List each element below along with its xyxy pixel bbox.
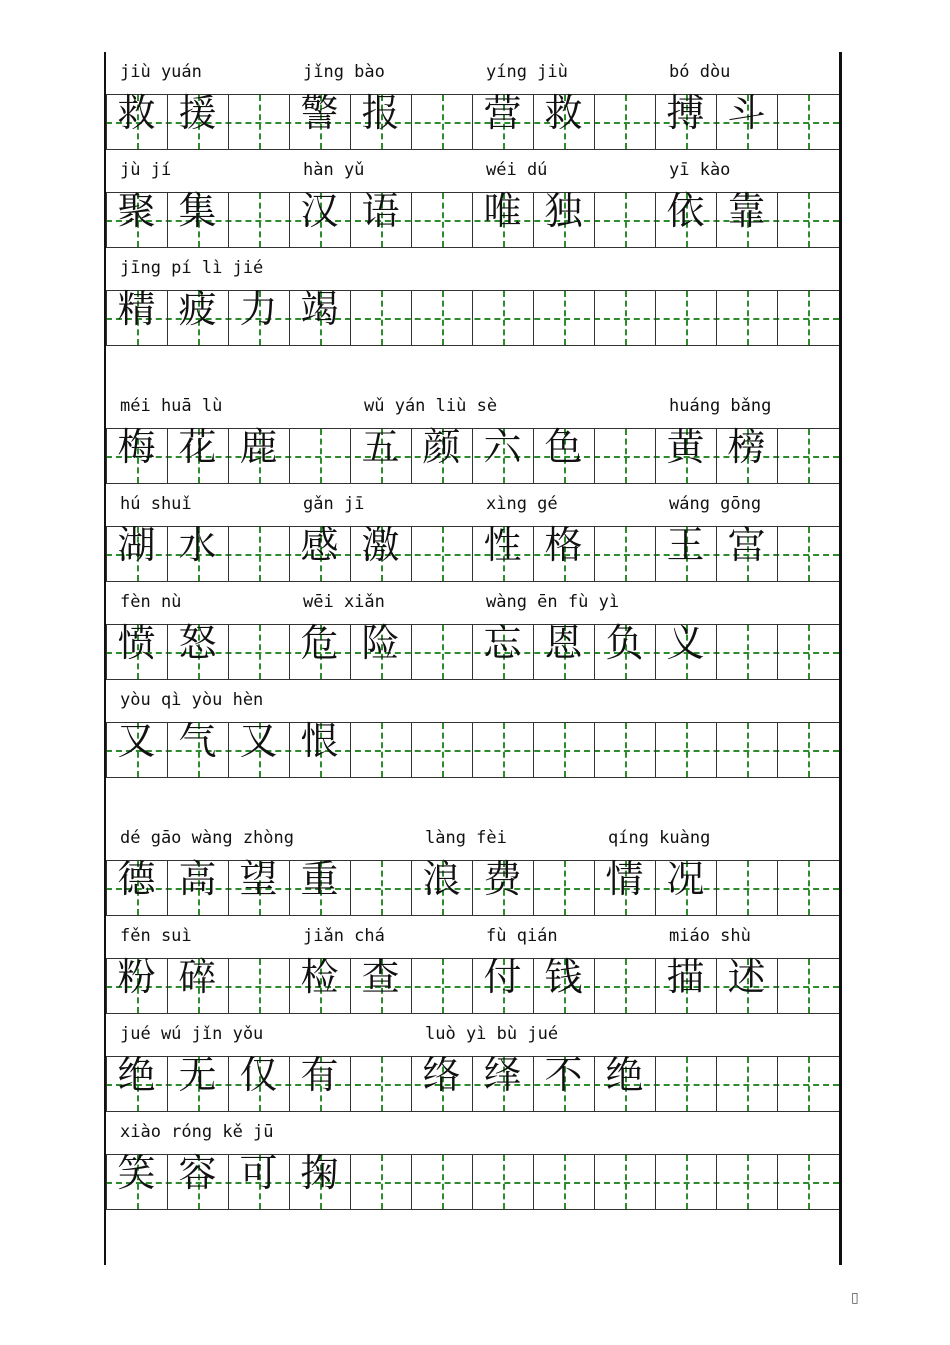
grid-cell[interactable] [594,193,655,247]
practice-row [106,386,839,484]
hanzi-character: 鹿 [239,425,278,469]
hanzi-character: 聚 [117,189,156,233]
hanzi-character: 绝 [117,1053,156,1097]
hanzi-character: 愤 [117,621,156,665]
pinyin-label: jiǎn chá [303,926,385,946]
hanzi-character: 格 [544,523,583,567]
pinyin-label: méi huā lù [120,396,223,416]
hanzi-character: 义 [666,621,705,665]
grid-cell[interactable] [594,1155,655,1209]
hanzi-character: 汉 [300,189,339,233]
grid-cell[interactable] [594,95,655,149]
hanzi-character: 精 [117,287,156,331]
hanzi-character: 疲 [178,287,217,331]
grid-cell[interactable] [472,291,533,345]
pinyin-label: yíng jiù [486,62,568,82]
grid-cell[interactable] [533,723,594,777]
pinyin-label: miáo shù [669,926,751,946]
hanzi-character: 粉 [117,955,156,999]
grid-cell[interactable] [716,1155,777,1209]
hanzi-character: 重 [300,857,339,901]
hanzi-character: 无 [178,1053,217,1097]
hanzi-character: 恩 [544,621,583,665]
grid-cell[interactable] [472,723,533,777]
pinyin-label: fù qián [486,926,558,946]
practice-row [106,916,839,1014]
grid-cell[interactable] [411,625,472,679]
hanzi-character: 报 [361,91,400,135]
grid-cell[interactable] [777,1155,838,1209]
hanzi-character: 又 [239,719,278,763]
hanzi-character: 述 [727,955,766,999]
grid-cell[interactable] [655,723,716,777]
pinyin-label: hú shuǐ [120,494,192,514]
hanzi-character: 援 [178,91,217,135]
hanzi-character: 水 [178,523,217,567]
hanzi-character: 绎 [483,1053,522,1097]
grid-cell[interactable] [594,959,655,1013]
grid-cell[interactable] [777,291,838,345]
grid-cell[interactable] [411,527,472,581]
grid-cell[interactable] [228,625,289,679]
grid-cell[interactable] [777,527,838,581]
hanzi-character: 语 [361,189,400,233]
practice-row [106,52,839,150]
hanzi-character: 营 [483,91,522,135]
grid-cell[interactable] [533,861,594,915]
practice-row [106,818,839,916]
hanzi-character: 碎 [178,955,217,999]
hanzi-character: 性 [483,523,522,567]
grid-cell[interactable] [716,625,777,679]
pinyin-label: wáng gōng [669,494,762,514]
practice-row [106,150,839,248]
grid-cell[interactable] [655,291,716,345]
pinyin-label: fèn nù [120,592,182,612]
pinyin-label: yī kào [669,160,731,180]
hanzi-character: 宫 [727,523,766,567]
grid-cell[interactable] [777,193,838,247]
hanzi-character: 仅 [239,1053,278,1097]
pinyin-label: fěn suì [120,926,192,946]
grid-cell[interactable] [716,1057,777,1111]
hanzi-character: 花 [178,425,217,469]
hanzi-character: 笑 [117,1151,156,1195]
hanzi-character: 救 [544,91,583,135]
hanzi-character: 危 [300,621,339,665]
hanzi-character: 竭 [300,287,339,331]
grid-cell[interactable] [533,291,594,345]
hanzi-character: 激 [361,523,400,567]
pinyin-label: qíng kuàng [608,828,711,848]
hanzi-character: 绝 [605,1053,644,1097]
grid-cell[interactable] [533,1155,594,1209]
hanzi-character: 浪 [422,857,461,901]
hanzi-character: 斗 [727,91,766,135]
pinyin-label: yòu qì yòu hèn [120,690,264,710]
grid-cell[interactable] [594,429,655,483]
hanzi-character: 容 [178,1151,217,1195]
grid-cell[interactable] [594,291,655,345]
hanzi-character: 湖 [117,523,156,567]
grid-cell[interactable] [655,1155,716,1209]
page-marker: ▯ [851,1290,859,1306]
pinyin-label: xiào róng kě jū [120,1122,274,1142]
grid-cell[interactable] [777,959,838,1013]
hanzi-character: 感 [300,523,339,567]
grid-cell[interactable] [350,723,411,777]
grid-cell[interactable] [350,291,411,345]
hanzi-character: 掬 [300,1151,339,1195]
hanzi-character: 望 [239,857,278,901]
practice-row [106,1112,839,1210]
hanzi-character: 色 [544,425,583,469]
grid-cell[interactable] [716,291,777,345]
grid-cell[interactable] [655,1057,716,1111]
hanzi-character: 唯 [483,189,522,233]
pinyin-label: làng fèi [425,828,507,848]
hanzi-character: 钱 [544,955,583,999]
pinyin-label: dé gāo wàng zhòng [120,828,294,848]
pinyin-label: hàn yǔ [303,160,365,180]
hanzi-character: 络 [422,1053,461,1097]
hanzi-character: 依 [666,189,705,233]
pinyin-label: jù jí [120,160,172,180]
hanzi-character: 靠 [727,189,766,233]
practice-row [106,582,839,680]
grid-cell[interactable] [777,861,838,915]
sheet-right-border [839,52,842,1265]
hanzi-character: 有 [300,1053,339,1097]
grid-cell[interactable] [777,429,838,483]
pinyin-label: wàng ēn fù yì [486,592,620,612]
hanzi-character: 描 [666,955,705,999]
grid-cell[interactable] [777,1057,838,1111]
pinyin-label: jiù yuán [120,62,202,82]
hanzi-character: 救 [117,91,156,135]
hanzi-character: 六 [483,425,522,469]
hanzi-character: 榜 [727,425,766,469]
hanzi-character: 王 [666,523,705,567]
grid-cell[interactable] [411,1155,472,1209]
grid-cell[interactable] [411,95,472,149]
hanzi-character: 可 [239,1151,278,1195]
pinyin-label: jué wú jǐn yǒu [120,1024,264,1044]
hanzi-character: 德 [117,857,156,901]
hanzi-character: 黄 [666,425,705,469]
grid-cell[interactable] [777,723,838,777]
grid-cell[interactable] [594,723,655,777]
grid-cell[interactable] [411,723,472,777]
pinyin-label: luò yì bù jué [425,1024,559,1044]
practice-row [106,248,839,346]
hanzi-character: 梅 [117,425,156,469]
grid-cell[interactable] [228,959,289,1013]
practice-row [106,680,839,778]
hanzi-character: 颜 [422,425,461,469]
pinyin-label: jīng pí lì jié [120,258,264,278]
hanzi-character: 查 [361,955,400,999]
hanzi-character: 集 [178,189,217,233]
hanzi-character: 怒 [178,621,217,665]
hanzi-character: 费 [483,857,522,901]
hanzi-character: 高 [178,857,217,901]
pinyin-label: jǐng bào [303,62,385,82]
grid-cell[interactable] [411,291,472,345]
grid-cell[interactable] [716,861,777,915]
grid-cell[interactable] [777,625,838,679]
hanzi-character: 独 [544,189,583,233]
grid-cell[interactable] [228,193,289,247]
pinyin-label: wǔ yán liù sè [364,396,498,416]
hanzi-character: 又 [117,719,156,763]
hanzi-character: 力 [239,287,278,331]
hanzi-character: 警 [300,91,339,135]
hanzi-character: 险 [361,621,400,665]
hanzi-character: 况 [666,857,705,901]
grid-cell[interactable] [472,1155,533,1209]
grid-cell[interactable] [350,861,411,915]
grid-cell[interactable] [350,1057,411,1111]
grid-cell[interactable] [228,527,289,581]
grid-cell[interactable] [228,95,289,149]
pinyin-label: gǎn jī [303,494,365,514]
hanzi-character: 搏 [666,91,705,135]
hanzi-character: 忘 [483,621,522,665]
grid-cell[interactable] [411,959,472,1013]
pinyin-label: bó dòu [669,62,731,82]
hanzi-character: 负 [605,621,644,665]
practice-row [106,484,839,582]
pinyin-label: wéi dú [486,160,548,180]
hanzi-character: 五 [361,425,400,469]
practice-row [106,1014,839,1112]
hanzi-character: 恨 [300,719,339,763]
grid-cell[interactable] [289,429,350,483]
grid-cell[interactable] [350,1155,411,1209]
grid-cell[interactable] [777,95,838,149]
hanzi-character: 不 [544,1053,583,1097]
grid-cell[interactable] [411,193,472,247]
hanzi-character: 付 [483,955,522,999]
hanzi-character: 检 [300,955,339,999]
pinyin-label: xìng gé [486,494,558,514]
pinyin-label: wēi xiǎn [303,592,385,612]
pinyin-label: huáng bǎng [669,396,772,416]
grid-cell[interactable] [594,527,655,581]
grid-cell[interactable] [716,723,777,777]
hanzi-character: 情 [605,857,644,901]
hanzi-character: 气 [178,719,217,763]
